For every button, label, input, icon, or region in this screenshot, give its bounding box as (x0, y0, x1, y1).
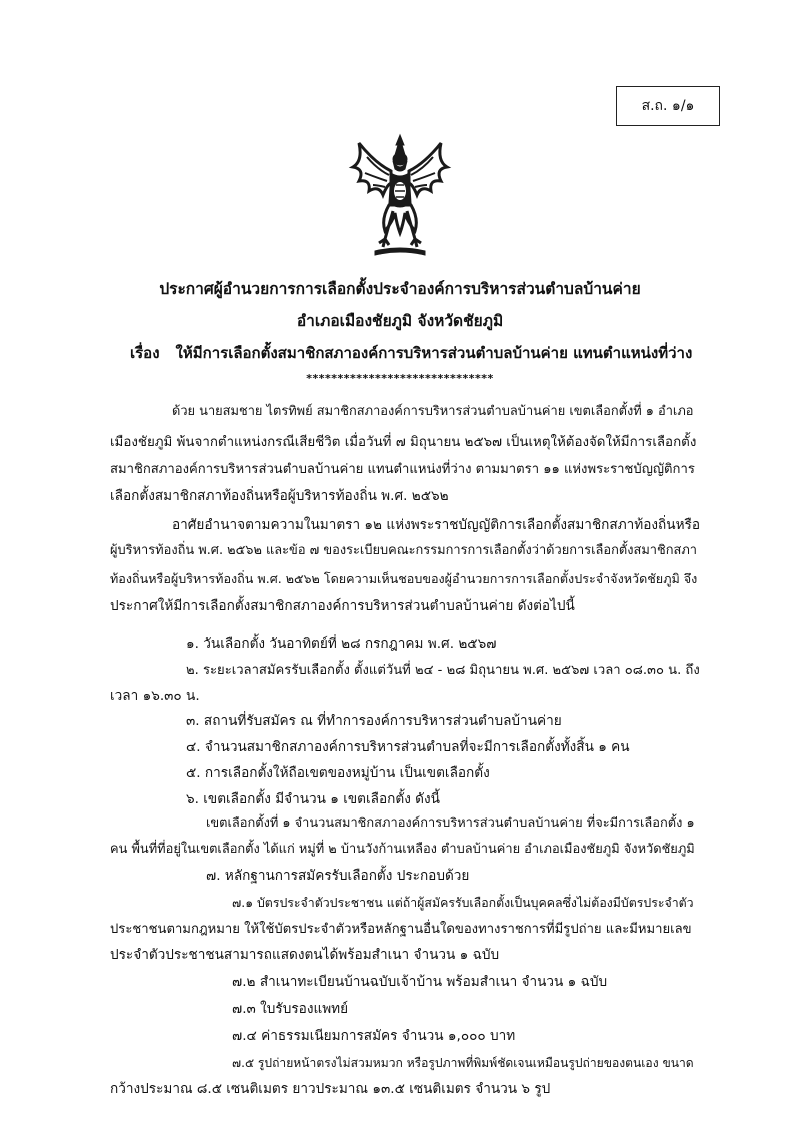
item-7-4: ๗.๔ ค่าธรรมเนียมการสมัคร จำนวน ๑,๐๐๐ บาท (232, 1028, 516, 1044)
form-code: ส.ถ. ๑/๑ (641, 98, 695, 114)
announcement-title-line1: ประกาศผู้อำนวยการการเลือกตั้งประจำองค์การบริหารส่วนตำบลบ้านค่าย (159, 280, 641, 298)
item-7-3: ๗.๓ ใบรับรองแพทย์ (232, 1001, 349, 1017)
subject-label: เรื่อง (130, 344, 160, 362)
announcement-title-line2: อำเภอเมืองชัยภูมิ จังหวัดชัยภูมิ (296, 312, 504, 330)
announcement-subject (130, 341, 693, 365)
item-7-1: ๗.๑ บัตรประจำตัวประชาชน แต่ถ้าผู้สมัครรับเลือกตั้งเป็นบุคคลซึ่งไม่ต้องมีบัตรประจำตัว (232, 896, 694, 910)
para2-line3: ท้องถิ่นหรือผู้บริหารท้องถิ่น พ.ศ. ๒๕๖๒ โดยความเห็นชอบของผู้อำนวยการการเลือกตั้งประจำจังหวัดชัยภูมิ จึง (110, 571, 698, 586)
item-6: ๖. เขตเลือกตั้ง มีจำนวน ๑ เขตเลือกตั้ง ดังนี้ (186, 791, 440, 807)
para1-line4: เลือกตั้งสมาชิกสภาท้องถิ่นหรือผู้บริหารท้องถิ่น พ.ศ. ๒๕๖๒ (110, 488, 449, 504)
para1-line3: สมาชิกสภาองค์การบริหารส่วนตำบลบ้านค่าย แทนตำแหน่งที่ว่าง ตามมาตรา ๑๑ แห่งพระราชบัญญัติการ (110, 462, 695, 477)
para1-line2: เมืองชัยภูมิ พ้นจากตำแหน่งกรณีเสียชีวิต เมื่อวันที่ ๗ มิถุนายน ๒๕๖๗ เป็นเหตุให้ต้องจัดให้มีการเลือกตั้ง (110, 435, 697, 450)
item-7-5-cont: กว้างประมาณ ๘.๕ เซนติเมตร ยาวประมาณ ๑๓.๕ เซนติเมตร จำนวน ๖ รูป (110, 1081, 551, 1097)
para2-line1: อาศัยอำนาจตามความในมาตรา ๑๒ แห่งพระราชบัญญัติการเลือกตั้งสมาชิกสภาท้องถิ่นหรือ (172, 517, 700, 533)
item-6-detail: เขตเลือกตั้งที่ ๑ จำนวนสมาชิกสภาองค์การบริหารส่วนตำบลบ้านค่าย ที่จะมีการเลือกตั้ง ๑ (206, 816, 695, 831)
item-6-detail-cont: คน พื้นที่ที่อยู่ในเขตเลือกตั้ง ได้แก่ หมู่ที่ ๒ บ้านวังก้านเหลือง ตำบลบ้านค่าย อำเภอเมืองชัยภูมิ จังหวัดชัยภูมิ (110, 842, 695, 857)
form-code-box (616, 86, 720, 126)
item-7-5: ๗.๕ รูปถ่ายหน้าตรงไม่สวมหมวก หรือรูปภาพที่พิมพ์ชัดเจนเหมือนรูปถ่ายของตนเอง ขนาด (232, 1056, 694, 1070)
item-1: ๑. วันเลือกตั้ง วันอาทิตย์ที่ ๒๘ กรกฎาคม พ.ศ. ๒๕๖๗ (186, 636, 497, 652)
garuda-emblem-icon (345, 133, 455, 261)
item-7: ๗. หลักฐานการสมัครรับเลือกตั้ง ประกอบด้วย (206, 868, 470, 884)
item-2-cont: เวลา ๑๖.๓๐ น. (110, 688, 200, 704)
para1-line1: ด้วย นายสมชาย ไตรทิพย์ สมาชิกสภาองค์การบริหารส่วนตำบลบ้านค่าย เขตเลือกตั้งที่ ๑ อำเภอ (172, 404, 694, 419)
item-7-1-cont1: ประชาชนตามกฎหมาย ให้ใช้บัตรประจำตัวหรือหลักฐานอื่นใดของทางราชการที่มีรูปถ่าย และมีหมายเลข (110, 922, 692, 937)
item-5: ๕. การเลือกตั้งให้ถือเขตของหมู่บ้าน เป็นเขตเลือกตั้ง (186, 765, 490, 781)
item-7-2: ๗.๒ สำเนาทะเบียนบ้านฉบับเจ้าบ้าน พร้อมสำเนา จำนวน ๑ ฉบับ (232, 974, 608, 990)
subject-text: ให้มีการเลือกตั้งสมาชิกสภาองค์การบริหารส่วนตำบลบ้านค่าย แทนตำแหน่งที่ว่าง (175, 344, 693, 362)
para2-line4: ประกาศให้มีการเลือกตั้งสมาชิกสภาองค์การบริหารส่วนตำบลบ้านค่าย ดังต่อไปนี้ (110, 598, 575, 614)
para2-line2: ผู้บริหารท้องถิ่น พ.ศ. ๒๕๖๒ และข้อ ๗ ของระเบียบคณะกรรมการการเลือกตั้งว่าด้วยการเลือกตั้งสมาชิกสภา (110, 543, 698, 558)
item-4: ๔. จำนวนสมาชิกสภาองค์การบริหารส่วนตำบลที่จะมีการเลือกตั้งทั้งสิ้น ๑ คน (186, 739, 630, 755)
item-2: ๒. ระยะเวลาสมัครรับเลือกตั้ง ตั้งแต่วันที่ ๒๔ - ๒๘ มิถุนายน พ.ศ. ๒๕๖๗ เวลา ๐๘.๓๐ น. ถึง (186, 663, 700, 678)
item-3: ๓. สถานที่รับสมัคร ณ ที่ทำการองค์การบริหารส่วนตำบลบ้านค่าย (186, 713, 562, 729)
divider-stars: ****************************** (306, 372, 494, 385)
item-7-1-cont2: ประจำตัวประชาชนสามารถแสดงตนได้พร้อมสำเนา จำนวน ๑ ฉบับ (110, 947, 500, 963)
